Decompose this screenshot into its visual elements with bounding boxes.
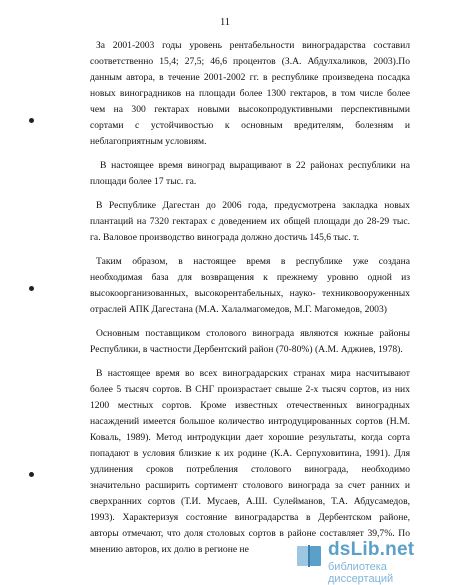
text-line: За 2001-2003 годы уровень рентабельности виноградарства составил [96,40,410,51]
text-line: мнению авторов, их долю в регионе не [90,544,249,555]
margin-mark [29,472,34,477]
text-line: Коваль, 1989). Метод интродукции дает хорошие результаты, когда сорта [90,432,410,443]
book-icon [294,541,324,571]
text-line: Республики, в частности Дербентский район (70-80%) (А.М. Аджиев, 1978). [90,344,403,355]
text-line: 1993). Характеризуя состояние виноградарства в Дербентском районе, [90,512,410,523]
text-line: 1200 местных сортов. Кроме известных отечественных виноградных [90,400,410,411]
text-line: необходимая база для возвращения к прежнему уровню одной из [90,272,410,283]
text-line: В Республике Дагестан до 2006 года, предусмотрена закладка новых [96,200,410,211]
margin-mark [29,286,34,291]
paragraph [90,198,410,246]
text-line: попадают в условия близкие к их родине (К.А. Серпуховитина, 1991). Для [90,448,410,459]
text-line: авторы отмечают, что доля столовых сортов в районе составляет 39,7%. По [90,528,410,539]
text-line: Таким образом, в настоящее время в республике уже создана [96,256,410,267]
text-line: В настоящее время во всех виноградарских странах мира насчитывают [96,368,410,379]
paragraph [90,326,410,358]
paragraph [90,254,410,318]
text-line: га. Валовое производство винограда должно достичь 145,6 тыс. т. [90,232,360,243]
document-body [90,38,410,558]
paragraph [90,38,410,150]
text-line: высокоорганизованных, высокорентабельных, науко- техниковооруженных [90,288,410,299]
text-line: значительно расширить сортимент столового винограда за счет ранних и [90,480,410,491]
text-line: удлинения сроков потребления столового винограда, необходимо [90,464,410,475]
watermark-logo [294,539,444,585]
watermark-subtitle: библиотека диссертаций [328,561,394,585]
text-line: неблагоприятным условиям. [90,136,207,147]
text-line: плантаций на 7320 гектарах с доведением их общей площади до 28-29 тыс. [90,216,410,227]
text-line: чем на 300 гектарах новыми высокопродуктивными перспективными [90,104,410,115]
paragraph [90,366,410,558]
text-line: В настоящее время виноград выращивают в 22 районах республики на [100,160,410,171]
page-number: 11 [219,17,231,28]
text-line: новых виноградников на площади более 1300 гектаров, в том числе более [90,88,410,99]
text-line: насаждений имеется большое количество интродуцированных сортов (Н.М. [90,416,410,427]
text-line: сортами с устойчивостью к основным вредителям, болезням и [90,120,410,131]
paragraph [90,158,410,190]
text-line: данным автора, в течение 2001-2002 гг. в республике произведена посадка [90,72,410,83]
text-line: сверхранних сортов (Т.И. Мусаев, А.Ш. Сулейманов, Т.А. Абдусамедов, [90,496,410,507]
text-line: площади более 17 тыс. га. [90,176,197,187]
margin-mark [29,118,34,123]
text-line: отраслей АПК Дагестана (М.А. Халалмагомедов, М.Г. Магомедов, 2003) [90,304,387,315]
watermark-title: dsLib.net [328,539,415,560]
text-line: более 5 тысяч сортов. В СНГ произрастает свыше 2-х тысяч сортов, из них [90,384,410,395]
text-line: Основным поставщиком столового винограда являются южные районы [96,328,410,339]
text-line: соответственно 15,4; 27,5; 46,6 процентов (З.А. Абдулхаликов, 2003).По [90,56,410,67]
